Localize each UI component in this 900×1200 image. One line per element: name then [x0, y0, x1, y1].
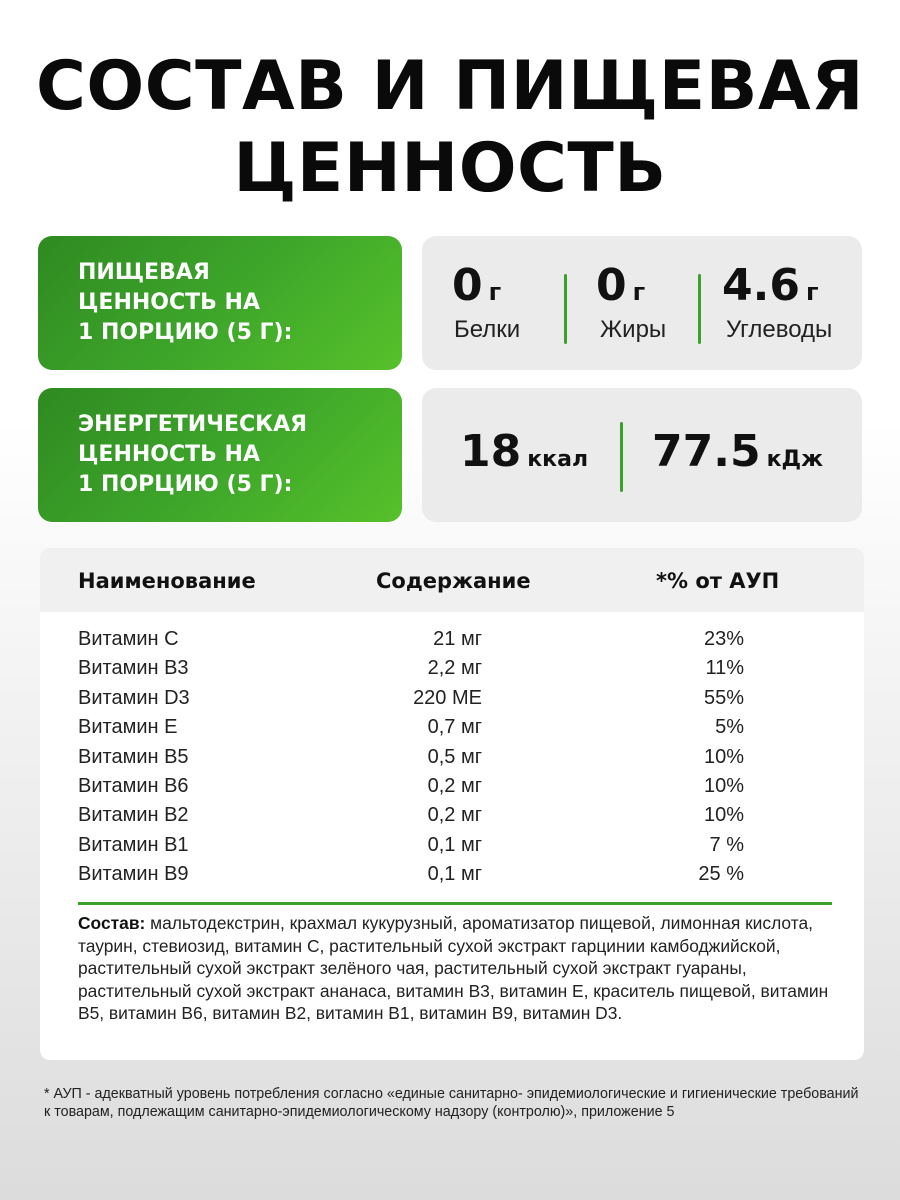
vitamin-percent: 10%	[703, 745, 744, 768]
vitamin-percent: 11%	[705, 657, 744, 680]
vitamin-name: Витамин D3	[78, 686, 190, 709]
kj-unit: кДж	[766, 447, 823, 472]
energy-label-line-1: ЭНЕРГЕТИЧЕСКАЯ	[78, 412, 308, 437]
protein-number: 0	[452, 260, 483, 311]
table-header	[40, 548, 864, 612]
vitamin-amount: 0,5 мг	[427, 745, 482, 768]
table-row	[40, 626, 864, 655]
table-body	[40, 626, 864, 891]
table-row	[40, 773, 864, 802]
vitamin-amount: 21 мг	[433, 628, 482, 650]
vitamin-name: Витамин В2	[78, 804, 189, 827]
kj-number: 77.5	[652, 426, 761, 477]
composition-label: Состав:	[78, 913, 146, 933]
kcal-value	[460, 426, 588, 477]
table-row	[40, 861, 864, 890]
vitamin-percent: 7 %	[709, 833, 744, 856]
nutrition-label-line-3: 1 ПОРЦИЮ (5 Г):	[78, 320, 293, 345]
composition-body: мальтодекстрин, крахмал кукурузный, ароматизатор пищевой, лимонная кислота, таурин, стевиозид, витамин С, растительный сухой экстракт гарцинии камбоджийской, растительный сухой экстракт зелёного чая, растительный сухой экстракт гуараны, растительный сухой экстракт ананаса, витамин В3, витамин Е, краситель пищевой, витамин В5, витамин В6, витамин В2, витамин В1, витамин В9, витамин D3.	[78, 913, 829, 1023]
table-divider	[78, 902, 832, 905]
energy-label-line-3: 1 ПОРЦИЮ (5 Г):	[78, 472, 293, 497]
vitamin-percent: 25 %	[698, 863, 744, 886]
vitamin-percent: 5%	[715, 716, 744, 739]
carbs-value	[722, 260, 819, 311]
vitamin-amount: 0,1 мг	[427, 833, 482, 856]
carbs-number: 4.6	[722, 260, 800, 311]
table-row	[40, 832, 864, 861]
energy-label-line-2: ЦЕННОСТЬ НА	[78, 442, 260, 467]
header-amount: Содержание	[376, 569, 531, 593]
table-row	[40, 802, 864, 831]
table-row	[40, 744, 864, 773]
vitamin-amount: 0,7 мг	[427, 716, 482, 739]
protein-label: Белки	[454, 316, 521, 343]
kcal-unit: ккал	[527, 447, 589, 472]
page-title	[0, 46, 900, 210]
nutrition-divider-1	[564, 274, 567, 344]
page-title-line-2: ЦЕННОСТЬ	[233, 129, 667, 208]
nutrition-values-box	[422, 236, 862, 370]
nutrition-label-box	[38, 236, 402, 370]
fat-unit: г	[632, 278, 646, 306]
vitamins-card	[40, 548, 864, 1060]
footnote: * АУП - адекватный уровень потребления согласно «единые санитарно- эпидемиологические и гигиенические требований к товарам, подлежащим санитарно-эпидемиологическому надзору (контролю)», приложение 5	[44, 1086, 859, 1120]
vitamin-name: Витамин С	[78, 628, 179, 650]
protein-unit: г	[488, 278, 502, 306]
energy-values-box	[422, 388, 862, 522]
nutrition-divider-2	[698, 274, 701, 344]
protein-value	[452, 260, 501, 311]
vitamin-amount: 220 МЕ	[413, 686, 482, 709]
vitamin-amount: 2,2 мг	[427, 657, 482, 680]
vitamin-percent: 23%	[703, 628, 744, 650]
vitamin-amount: 0,2 мг	[427, 774, 482, 797]
table-row	[40, 655, 864, 684]
fat-label: Жиры	[600, 316, 667, 343]
energy-divider	[620, 422, 623, 492]
fat-number: 0	[596, 260, 627, 311]
vitamin-name: Витамин Е	[78, 716, 178, 739]
vitamin-percent: 10%	[703, 774, 744, 797]
nutrition-label-line-1: ПИЩЕВАЯ	[78, 260, 210, 285]
vitamin-amount: 0,1 мг	[427, 863, 482, 886]
vitamin-amount: 0,2 мг	[427, 804, 482, 827]
vitamin-percent: 55%	[703, 686, 744, 709]
carbs-unit: г	[805, 278, 819, 306]
vitamin-name: Витамин В9	[78, 863, 189, 886]
carbs-label: Углеводы	[726, 316, 833, 343]
fat-value	[596, 260, 645, 311]
vitamin-name: Витамин В1	[78, 833, 189, 856]
header-name: Наименование	[78, 569, 256, 593]
page-title-line-1: СОСТАВ И ПИЩЕВАЯ	[36, 47, 864, 126]
header-percent: *% от АУП	[656, 569, 780, 593]
kcal-number: 18	[460, 426, 522, 477]
vitamin-name: Витамин В5	[78, 745, 189, 768]
energy-label-box	[38, 388, 402, 522]
table-row	[40, 714, 864, 743]
vitamin-name: Витамин В3	[78, 657, 189, 680]
composition-text	[78, 912, 838, 1025]
table-row	[40, 685, 864, 714]
vitamin-percent: 10%	[703, 804, 744, 827]
kj-value	[652, 426, 823, 477]
nutrition-label-line-2: ЦЕННОСТЬ НА	[78, 290, 260, 315]
vitamin-name: Витамин В6	[78, 774, 189, 797]
